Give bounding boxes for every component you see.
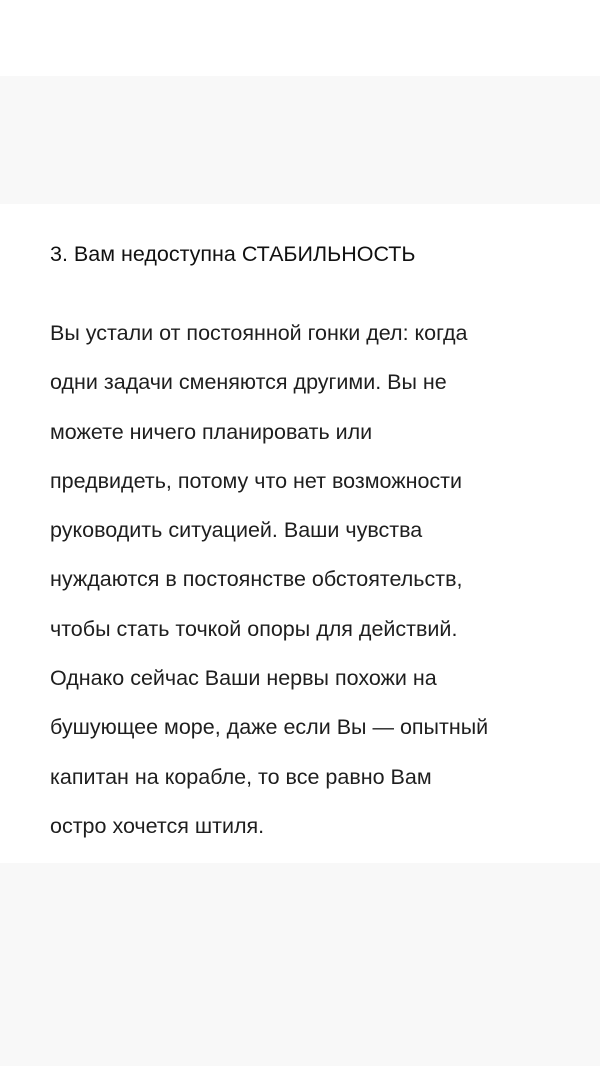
body-line: одни задачи сменяются другими. Вы не — [50, 370, 447, 395]
body-line: предвидеть, потому что нет возможности — [50, 468, 463, 493]
body-line: нуждаются в постоянстве обстоятельств, — [50, 567, 463, 592]
body-line: руководить ситуацией. Ваши чувства — [50, 518, 423, 543]
body-line: можете ничего планировать или — [50, 419, 373, 444]
top-blank-area — [0, 0, 600, 76]
body-line: чтобы стать точкой опоры для действий. — [50, 616, 458, 641]
body-line: Вы устали от постоянной гонки дел: когда — [50, 321, 468, 345]
body-line: Однако сейчас Ваши нервы похожи на — [50, 666, 437, 691]
section-heading: 3. Вам недоступна СТАБИЛЬНОСТЬ — [50, 242, 416, 266]
bottom-grey-band — [0, 863, 600, 1066]
body-line: остро хочется штиля. — [50, 813, 265, 838]
top-grey-band — [0, 76, 600, 204]
body-line: капитан на корабле, то все равно Вам — [50, 764, 432, 789]
section-body — [50, 309, 580, 851]
body-line: бушующее море, даже если Вы — опытный — [50, 715, 489, 740]
